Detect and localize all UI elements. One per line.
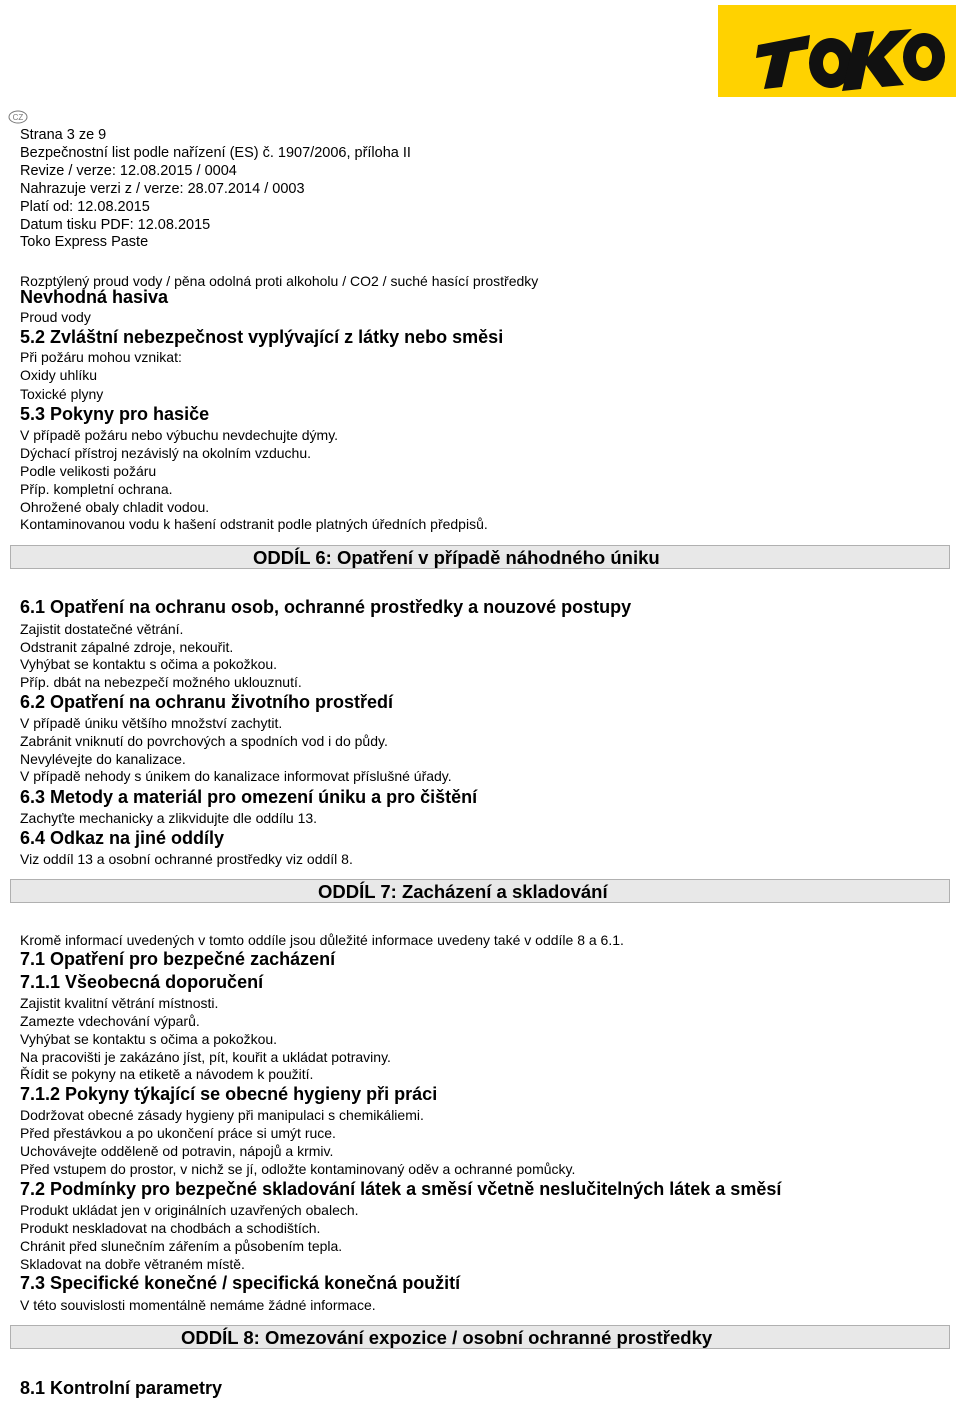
regulation-line: Bezpečnostní list podle nařízení (ES) č. 1907/2006, příloha II [20,144,411,161]
text-line: Kontaminovanou vodu k hašení odstranit podle platných úředních předpisů. [20,516,488,532]
section-8-title: ODDÍL 8: Omezování expozice / osobní ochranné prostředky [181,1327,713,1348]
section-6-title: ODDÍL 6: Opatření v případě náhodného úniku [253,547,660,568]
heading-6-2: 6.2 Opatření na ochranu životního prostředí [20,692,394,712]
text-line: Příp. dbát na nebezpečí možného uklouznutí. [20,674,302,690]
text-line: Řídit se pokyny na etiketě a návodem k použití. [20,1066,314,1082]
text-line: Zachyťte mechanicky a zlikvidujte dle oddílu 13. [20,810,318,826]
heading-7-1-2: 7.1.2 Pokyny týkající se obecné hygieny při práci [20,1084,438,1104]
text-line: V případě nehody s únikem do kanalizace informovat příslušné úřady. [20,768,452,784]
text-line: Oxidy uhlíku [20,367,98,383]
product-name: Toko Express Paste [20,234,149,251]
heading-5-3: 5.3 Pokyny pro hasiče [20,404,210,424]
text-line: Produkt ukládat jen v originálních uzavřených obalech. [20,1202,359,1218]
valid-from-line: Platí od: 12.08.2015 [20,198,150,215]
heading-6-1: 6.1 Opatření na ochranu osob, ochranné prostředky a nouzové postupy [20,597,632,617]
section-7-intro: Kromě informací uvedených v tomto oddíle jsou důležité informace uvedeny také v oddíle 8 a 6.1. [20,932,624,948]
document-header [20,127,411,252]
text-line: Ohrožené obaly chladit vodou. [20,499,210,515]
heading-6-3: 6.3 Metody a materiál pro omezení úniku a pro čištění [20,787,478,807]
text-line: Odstranit zápalné zdroje, nekouřit. [20,639,234,655]
suitable-media: Rozptýlený proud vody / pěna odolná proti alkoholu / CO2 / suché hasící prostředky [20,273,539,289]
text-line: Toxické plyny [20,386,104,402]
heading-5-2: 5.2 Zvláštní nebezpečnost vyplývající z látky nebo směsi [20,327,504,347]
text-line: Před přestávkou a po ukončení práce si umýt ruce. [20,1125,336,1141]
text-line: V této souvislosti momentálně nemáme žádné informace. [20,1297,376,1313]
text-line: Viz oddíl 13 a osobní ochranné prostředky viz oddíl 8. [20,851,353,867]
text-line: Příp. kompletní ochrana. [20,481,173,497]
text-line: Dodržovat obecné zásady hygieny při manipulaci s chemikáliemi. [20,1107,424,1123]
heading-6-4: 6.4 Odkaz na jiné oddíly [20,828,225,848]
text-line: Zabránit vniknutí do povrchových a spodních vod i do půdy. [20,733,388,749]
section-6-bar [10,545,950,569]
text-line: Skladovat na dobře větraném místě. [20,1256,245,1272]
replaces-line: Nahrazuje verzi z / verze: 28.07.2014 / 0003 [20,180,305,197]
text-line: Vyhýbat se kontaktu s očima a pokožkou. [20,1031,278,1047]
heading-unsuitable-media: Nevhodná hasiva [20,287,169,307]
section-7-title: ODDÍL 7: Zacházení a skladování [318,881,608,902]
text-line: Před vstupem do prostor, v nichž se jí, odložte kontaminovaný oděv a ochranné pomůcky. [20,1161,576,1177]
section-8-bar [10,1325,950,1349]
heading-8-1: 8.1 Kontrolní parametry [20,1378,223,1398]
page-number: Strana 3 ze 9 [20,127,107,143]
text-line: V případě požáru nebo výbuchu nevdechujte dýmy. [20,427,339,443]
text-line: Chránit před slunečním zářením a působením tepla. [20,1238,343,1254]
text-line: Na pracovišti je zakázáno jíst, pít, kouřit a ukládat potraviny. [20,1049,391,1065]
heading-7-1-1: 7.1.1 Všeobecná doporučení [20,972,264,992]
text-line: Dýchací přístroj nezávislý na okolním vzduchu. [20,445,312,461]
country-badge [8,110,28,124]
text-line: Produkt neskladovat na chodbách a schodištích. [20,1220,321,1236]
revision-line: Revize / verze: 12.08.2015 / 0004 [20,162,237,179]
heading-7-3: 7.3 Specifické konečné / specifická konečná použití [20,1273,461,1293]
unsuitable-media: Proud vody [20,309,91,325]
print-date-line: Datum tisku PDF: 12.08.2015 [20,216,211,233]
heading-7-1: 7.1 Opatření pro bezpečné zacházení [20,949,336,969]
text-line: Zamezte vdechování výparů. [20,1013,200,1029]
toko-logo-mark [718,5,956,97]
text-line: Uchovávejte odděleně od potravin, nápojů a krmiv. [20,1143,334,1159]
text-line: Nevylévejte do kanalizace. [20,751,186,767]
section-7-bar [10,879,950,903]
text-line: Zajistit kvalitní větrání místnosti. [20,995,219,1011]
text-line: Podle velikosti požáru [20,463,157,479]
country-code: CZ [12,113,24,122]
text-line: V případě úniku většího množství zachytit. [20,715,283,731]
toko-logo [718,5,956,97]
heading-7-2: 7.2 Podmínky pro bezpečné skladování látek a směsí včetně neslučitelných látek a směsí [20,1179,782,1199]
text-line: Zajistit dostatečné větrání. [20,621,184,637]
text-line: Při požáru mohou vznikat: [20,349,182,365]
text-line: Vyhýbat se kontaktu s očima a pokožkou. [20,656,278,672]
